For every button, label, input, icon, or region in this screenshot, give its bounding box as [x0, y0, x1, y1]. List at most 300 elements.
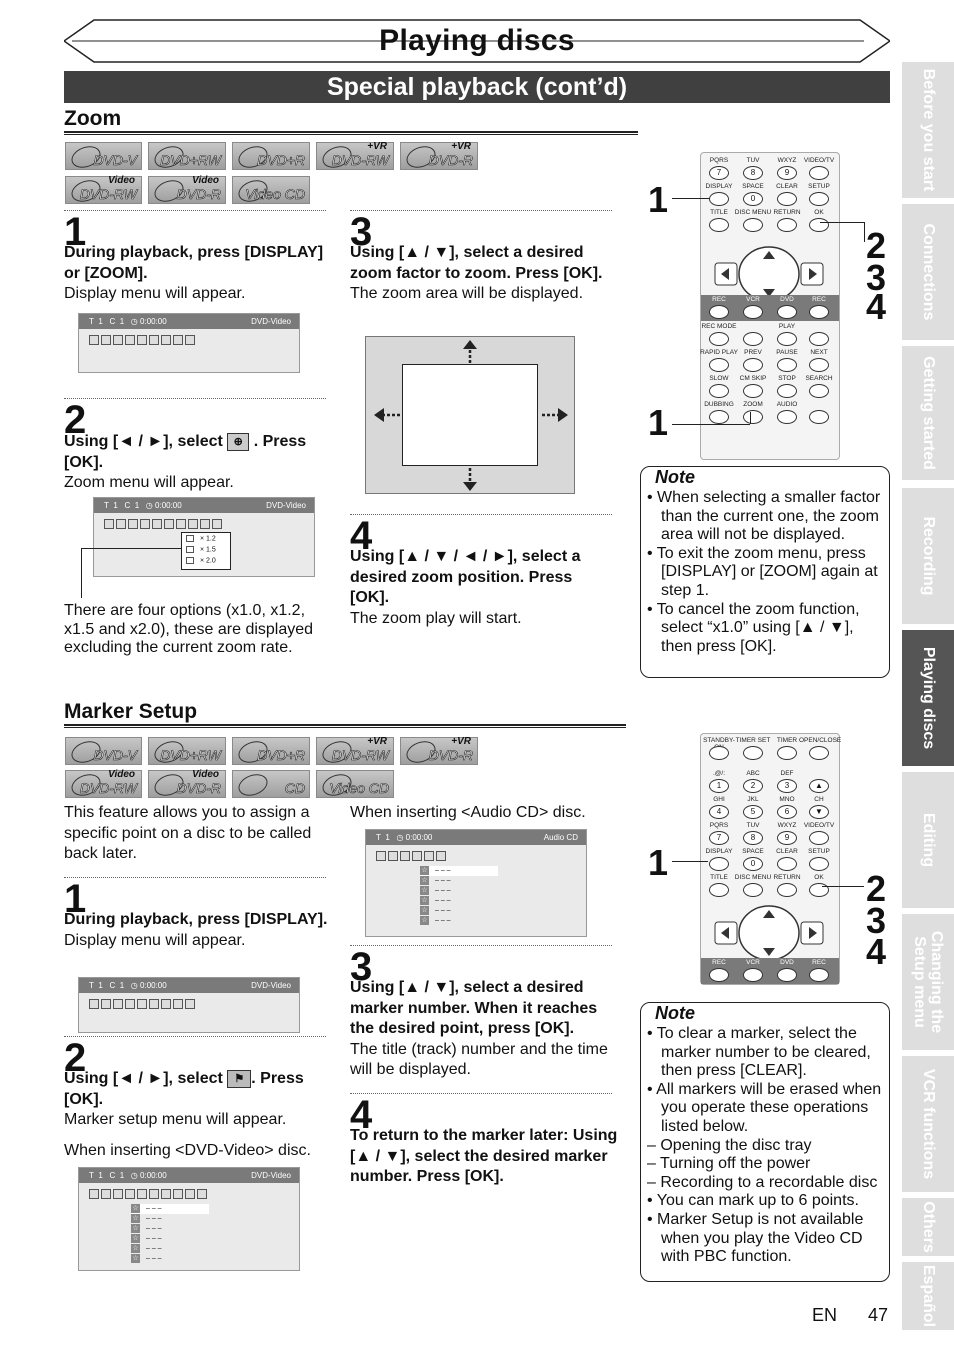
remote-button[interactable] [777, 857, 797, 871]
remote-button[interactable] [777, 883, 797, 897]
remote-key-label: REC [712, 296, 726, 303]
remote-key-label: SETUP [808, 848, 830, 855]
chapter-tab-label: Español [920, 1264, 937, 1328]
remote-button[interactable] [709, 857, 729, 871]
remote-key-label: PAUSE [776, 349, 798, 356]
note-bullet: • [647, 544, 657, 562]
remote-button-glyph: 4 [716, 807, 722, 816]
screen-chapter-num: 1 [119, 1171, 125, 1180]
callout-line [81, 548, 181, 549]
remote-button[interactable] [777, 779, 797, 793]
marker-star-icon: ☆ [132, 1215, 139, 1222]
remote-button[interactable] [809, 192, 829, 206]
marker-slot [420, 906, 498, 916]
remote-button[interactable] [743, 968, 763, 982]
marker-star-icon: ☆ [421, 887, 428, 894]
chapter-tab-label: Before you start [920, 68, 937, 192]
remote-button-glyph: 3 [784, 781, 790, 790]
remote-button[interactable] [809, 857, 829, 871]
remote-button-glyph: 0 [750, 194, 756, 203]
marker-step2 [64, 1069, 334, 1161]
note-item [647, 1081, 885, 1137]
remote-button[interactable] [743, 332, 763, 346]
remote-button[interactable] [743, 305, 763, 319]
remote-key-label: OK [814, 874, 824, 881]
remote-key-label: RETURN [773, 874, 801, 881]
callout-line [672, 198, 710, 199]
zoom-option-icon [186, 546, 194, 553]
remote-button[interactable] [809, 305, 829, 319]
remote-button[interactable] [743, 192, 763, 206]
remote-key-label: PLAY [778, 323, 796, 330]
disc-label: DVD-RW [331, 152, 389, 168]
disc-label: Video CD [245, 186, 305, 202]
remote-key-label: .@/: [712, 770, 726, 777]
remote-button[interactable] [809, 358, 829, 372]
marker-slot [131, 1214, 209, 1224]
remote-button[interactable] [709, 332, 729, 346]
disc-label: DVD-R [176, 780, 221, 796]
marker-star-icon: ☆ [132, 1205, 139, 1212]
note-text: – Turning off the power [647, 1155, 811, 1173]
marker-star-icon: ☆ [421, 867, 428, 874]
zoom-rule [64, 131, 638, 135]
zoom-step1 [64, 243, 334, 305]
zoom-option-icon [186, 557, 194, 564]
zoom-icon: ⊕ [227, 433, 249, 451]
screen-time: 0:00:00 [155, 501, 182, 510]
note-item [647, 489, 885, 545]
remote-button-glyph: ▼ [815, 807, 823, 816]
note-item [647, 601, 885, 657]
remote-button[interactable] [809, 218, 829, 232]
zoom-step4-result: The zoom play will start. [350, 609, 522, 627]
screen-status-bar: T 1 C 1 ◷ 0:00:00 DVD-Video [94, 498, 314, 513]
remote-button[interactable] [709, 384, 729, 398]
marker-audio-caption: When inserting <Audio CD> disc. [350, 804, 586, 821]
disc-label: DVD-R [176, 186, 221, 202]
marker-dvd-screen [78, 1167, 300, 1271]
chapter-tab[interactable] [902, 488, 954, 624]
remote-button[interactable] [709, 305, 729, 319]
zoom-step4-number: 4 [350, 514, 373, 558]
remote-key-label: JKL [747, 796, 759, 803]
marker-step1-result: Display menu will appear. [64, 931, 246, 949]
move-arrows [366, 337, 576, 495]
disc-type-icon [148, 176, 226, 204]
callout-line [820, 222, 864, 223]
chapter-tab-label: Playing discs [920, 646, 937, 750]
marker-star-icon: ☆ [132, 1255, 139, 1262]
marker-slot [420, 876, 498, 886]
remote-key-label: DVD [780, 959, 794, 966]
remote-button-glyph: 8 [750, 833, 756, 842]
marker-star-icon: ☆ [421, 897, 428, 904]
disc-format-label: Video [192, 769, 219, 780]
disc-type-icon [232, 737, 310, 765]
disc-label: DVD+RW [160, 152, 221, 168]
remote-key-label: CH [814, 796, 824, 803]
remote-button[interactable] [809, 332, 829, 346]
zoom-step2-number: 2 [64, 398, 87, 442]
remote-key-label: TITLE [710, 874, 728, 881]
remote-button[interactable] [709, 218, 729, 232]
marker-star-icon: ☆ [132, 1245, 139, 1252]
marker-slot-value: – – – [146, 1255, 162, 1262]
note-text: You can mark up to 6 points. [656, 1192, 859, 1210]
zoom-option-label: × 2.0 [200, 557, 216, 565]
zoom-step3-instruction: Using [▲ / ▼], select a desired zoom factor to zoom. Press [OK]. [350, 244, 603, 282]
marker-slot-value: – – – [146, 1245, 162, 1252]
remote-button[interactable] [709, 968, 729, 982]
remote-button[interactable] [809, 746, 829, 760]
note-text: All markers will be erased when you operate these operations listed below. [656, 1080, 882, 1135]
zoom-area-diagram [365, 336, 575, 494]
remote-key-label: OK [814, 209, 824, 216]
note-bullet: • [647, 600, 657, 618]
disc-label: DVD+R [257, 747, 305, 763]
remote-button[interactable] [709, 883, 729, 897]
callout-line [750, 412, 751, 424]
screen-icon-row [89, 332, 197, 344]
marker-display-screen [78, 977, 300, 1033]
remote-key-label: REC MODE [701, 323, 737, 330]
page-number: 47 [868, 1305, 889, 1325]
zoom-heading: Zoom [64, 107, 122, 130]
marker-note-box [640, 1002, 890, 1282]
callout-3: 3 [866, 257, 887, 298]
zoom-step2-instruction-b: . Press [OK]. [64, 433, 307, 471]
remote-button-glyph: ▲ [815, 781, 823, 790]
remote-button[interactable] [743, 358, 763, 372]
note-text: – Recording to a recordable disc [647, 1173, 878, 1191]
note-bullet: • [647, 489, 658, 506]
marker-slot [420, 916, 498, 926]
remote-key-label: DISC MENU [734, 874, 772, 881]
callout-2: 2 [866, 225, 887, 266]
remote-button[interactable] [777, 384, 797, 398]
screen-title-num: 1 [98, 317, 103, 326]
marker-star-icon: ☆ [132, 1235, 139, 1242]
zoom-option-icon [186, 535, 194, 542]
callout-line [672, 861, 708, 862]
remote-key-label: TITLE [710, 209, 728, 216]
disc-label: DVD-RW [79, 186, 137, 202]
remote-button[interactable] [743, 218, 763, 232]
remote-button[interactable] [709, 746, 729, 760]
zoom-step3-number: 3 [350, 210, 373, 254]
remote-button[interactable] [809, 831, 829, 845]
marker-slot-value: – – – [435, 907, 451, 914]
zoom-option [186, 557, 216, 564]
screen-icon-row [104, 516, 224, 528]
remote-button[interactable] [777, 166, 797, 180]
note-text: To clear a marker, select the marker number to be cleared, then press [CLEAR]. [656, 1025, 871, 1080]
disc-type-icon [316, 737, 394, 765]
footer-language: EN [812, 1305, 838, 1325]
callout-line [822, 886, 864, 887]
remote-button[interactable] [777, 831, 797, 845]
remote-key-label: PQRS [709, 822, 729, 829]
disc-type-icon [65, 176, 142, 204]
remote-button[interactable] [709, 779, 729, 793]
marker-step1 [64, 910, 334, 951]
callout-line [81, 548, 82, 598]
disc-type-icon [400, 142, 478, 170]
remote-key-label: PREV [744, 349, 762, 356]
remote-key-label: REC [812, 959, 826, 966]
marker-slot-value: – – – [435, 877, 451, 884]
remote-key-label: OPEN/CLOSE [799, 737, 842, 744]
remote-key-label: TIMER SET [735, 737, 771, 744]
zoom-step1-instruction: During playback, press [DISPLAY] or [ZOOM]. [64, 244, 324, 282]
callout-line [864, 222, 865, 242]
remote-button[interactable] [777, 192, 797, 206]
disc-label: CD [284, 780, 305, 796]
disc-format-label: +VR [367, 141, 387, 152]
marker-slot [131, 1234, 209, 1244]
screen-disc-type: DVD-Video [251, 1171, 291, 1180]
remote-key-label: SPACE [742, 848, 764, 855]
remote-key-label: RAPID PLAY [700, 349, 738, 356]
marker-step3-result: The title (track) number and the time will be displayed. [350, 1040, 608, 1078]
remote-button[interactable] [709, 192, 729, 206]
screen-chapter-num: 1 [134, 501, 140, 510]
chapter-tab[interactable] [902, 62, 954, 198]
screen-disc-type: DVD-Video [251, 317, 291, 326]
screen-disc-type: DVD-Video [266, 501, 306, 510]
disc-label: DVD+RW [160, 747, 221, 763]
marker-slot-value: – – – [146, 1225, 162, 1232]
chapter-tab[interactable] [902, 204, 954, 340]
screen-title-num: 1 [113, 501, 118, 510]
marker-slot [131, 1204, 209, 1214]
screen-time: 0:00:00 [405, 833, 433, 842]
zoom-options-list [181, 532, 231, 570]
remote-button[interactable] [777, 332, 797, 346]
remote-button[interactable] [709, 410, 729, 424]
zoom-step2-result: Zoom menu will appear. [64, 474, 234, 491]
note-bullet: • [647, 1080, 657, 1098]
callout-2: 2 [866, 868, 887, 909]
marker-step2-instruction-a: Using [◄ / ►], select [64, 1070, 223, 1087]
remote-button[interactable] [777, 968, 797, 982]
page-title: Playing discs [379, 24, 575, 57]
remote-button-glyph: 9 [784, 833, 790, 842]
disc-type-icon [232, 770, 310, 798]
remote-button[interactable] [709, 166, 729, 180]
zoom-step1-result: Display menu will appear. [64, 285, 246, 302]
remote-button[interactable] [743, 805, 763, 819]
remote-button-glyph: 7 [716, 833, 722, 842]
remote-button[interactable] [777, 410, 797, 424]
note-item [647, 1174, 885, 1193]
chapter-tab[interactable] [902, 1198, 954, 1256]
remote-button[interactable] [777, 305, 797, 319]
remote-key-label: SETUP [808, 183, 830, 190]
note-item [647, 545, 885, 601]
remote-button[interactable] [709, 358, 729, 372]
remote-button[interactable] [709, 831, 729, 845]
divider [350, 1093, 612, 1094]
remote-button-glyph: 2 [750, 781, 756, 790]
marker-slot-value: – – – [146, 1235, 162, 1242]
callout-1: 1 [648, 842, 669, 883]
remote-key-label: RETURN [773, 209, 801, 216]
remote-key-label: SLOW [709, 375, 729, 382]
remote-button[interactable] [743, 779, 763, 793]
marker-slot-value: – – – [435, 897, 451, 904]
remote-key-label: MNO [779, 796, 795, 803]
remote-button[interactable] [809, 166, 829, 180]
marker-slot [131, 1244, 209, 1254]
screen-icon-row [376, 848, 448, 860]
remote-button[interactable] [809, 805, 829, 819]
disc-type-icon [148, 142, 226, 170]
zoom-step3-result: The zoom area will be displayed. [350, 285, 584, 302]
remote-button-glyph: 0 [750, 859, 756, 868]
marker-note-list [647, 1025, 885, 1267]
screen-status-bar: T 1 C 1 ◷ 0:00:00 DVD-Video [79, 978, 299, 993]
screen-title-num: 1 [98, 1171, 103, 1180]
remote-button[interactable] [777, 805, 797, 819]
marker-step3 [350, 978, 618, 1081]
screen-title-num: 1 [98, 981, 103, 990]
callout-3: 3 [866, 900, 887, 941]
marker-intro: This feature allows you to assign a specific point on a disc to be called back later. [64, 804, 312, 862]
marker-step2-number: 2 [64, 1036, 87, 1080]
remote-button[interactable] [743, 410, 763, 424]
divider [64, 877, 326, 878]
marker-star-icon: ☆ [421, 877, 428, 884]
chapter-tab[interactable] [902, 772, 954, 908]
remote-direction-pad[interactable] [713, 904, 825, 962]
remote-key-label: DUBBING [704, 401, 734, 408]
marker-step4-number: 4 [350, 1093, 373, 1137]
disc-format-label: Video [192, 175, 219, 186]
zoom-options-caption: There are four options (x1.0, x1.2, x1.5 and x2.0), these are displayed excluding the current zoom rate. [64, 602, 314, 656]
remote-key-label: DEF [780, 770, 794, 777]
remote-key-label: REC [812, 296, 826, 303]
disc-label: DVD-RW [79, 780, 137, 796]
remote-button[interactable] [777, 218, 797, 232]
marker-step2-result: Marker setup menu will appear. [64, 1111, 287, 1128]
remote-button-glyph: 7 [716, 168, 722, 177]
divider [64, 210, 326, 211]
remote-button[interactable] [743, 166, 763, 180]
note-text: To exit the zoom menu, press [DISPLAY] or [ZOOM] again at step 1. [656, 544, 878, 599]
marker-slot-value: – – – [146, 1215, 162, 1222]
chapter-tab-label: Recording [920, 516, 937, 596]
remote-button[interactable] [743, 831, 763, 845]
zoom-step1-number: 1 [64, 210, 87, 254]
note-text: When selecting a smaller factor than the current one, the zoom area will not be displayed. [657, 489, 881, 544]
remote-key-label: PQRS [709, 157, 729, 164]
marker-star-icon: ☆ [421, 917, 428, 924]
chapter-tab-label: Connections [920, 223, 937, 321]
disc-type-icon [65, 770, 142, 798]
zoom-note-title: Note [655, 467, 695, 487]
screen-status-bar: T 1 C 1 ◷ 0:00:00 DVD-Video [79, 1168, 299, 1183]
disc-type-icon [232, 176, 310, 204]
callout-1b: 1 [648, 402, 669, 443]
chapter-tab[interactable] [902, 630, 954, 766]
remote-button[interactable] [777, 746, 797, 760]
remote-key-label: CLEAR [776, 848, 798, 855]
chapter-tab[interactable] [902, 346, 954, 480]
marker-step1-number: 1 [64, 877, 87, 921]
zoom-display-screen [78, 313, 300, 373]
screen-track-num: 1 [385, 833, 390, 842]
remote-key-label: NEXT [810, 349, 828, 356]
disc-type-icon [65, 142, 142, 170]
zoom-step4 [350, 547, 612, 629]
zoom-step3 [350, 243, 612, 305]
remote-key-label: VCR [746, 959, 760, 966]
remote-button[interactable] [743, 746, 763, 760]
section-subtitle: Special playback (cont’d) [64, 71, 890, 103]
marker-slot [131, 1224, 209, 1234]
remote-key-label: CLEAR [776, 183, 798, 190]
remote-key-label: VIDEO/TV [803, 157, 835, 164]
remote-key-label: VIDEO/TV [803, 822, 835, 829]
chapter-tab[interactable] [902, 914, 954, 1050]
disc-type-icon [148, 770, 226, 798]
marker-note-title: Note [655, 1003, 695, 1023]
disc-format-label: Video [108, 769, 135, 780]
callout-1: 1 [648, 179, 669, 220]
remote-button[interactable] [809, 384, 829, 398]
divider [350, 514, 612, 515]
zoom-note-list [647, 489, 885, 656]
remote-key-label: ABC [746, 770, 760, 777]
screen-time: 0:00:00 [140, 1171, 167, 1180]
remote-button[interactable] [743, 384, 763, 398]
divider [64, 1036, 326, 1037]
remote-key-label: STOP [778, 375, 796, 382]
remote-control-zoom [700, 152, 840, 460]
marker-heading: Marker Setup [64, 700, 198, 723]
screen-disc-type: DVD-Video [251, 981, 291, 990]
note-bullet: • [647, 1025, 657, 1042]
marker-step3-instruction: Using [▲ / ▼], select a desired marker number. When it reaches the desired point, press [OK]. [350, 979, 598, 1037]
remote-button[interactable] [809, 779, 829, 793]
remote-button[interactable] [743, 857, 763, 871]
chapter-tab[interactable] [902, 1262, 954, 1330]
remote-button[interactable] [809, 968, 829, 982]
remote-key-label: CM SKIP [739, 375, 767, 382]
chapter-tab[interactable] [902, 1056, 954, 1192]
remote-key-label: SPACE [742, 183, 764, 190]
marker-slot [420, 896, 498, 906]
disc-label: DVD-RW [331, 747, 389, 763]
remote-button[interactable] [709, 805, 729, 819]
disc-label: Video CD [329, 780, 389, 796]
remote-button[interactable] [809, 410, 829, 424]
divider [350, 945, 612, 946]
marker-step3-number: 3 [350, 945, 373, 989]
remote-key-label: VCR [746, 296, 760, 303]
divider [350, 210, 612, 211]
chapter-tab-label: Editing [920, 812, 937, 868]
zoom-option-label: × 1.5 [200, 546, 216, 554]
zoom-step2 [64, 432, 334, 494]
remote-button[interactable] [743, 883, 763, 897]
note-item [647, 1192, 885, 1211]
disc-label: DVD-R [428, 152, 473, 168]
marker-list [420, 866, 498, 928]
remote-button[interactable] [777, 358, 797, 372]
